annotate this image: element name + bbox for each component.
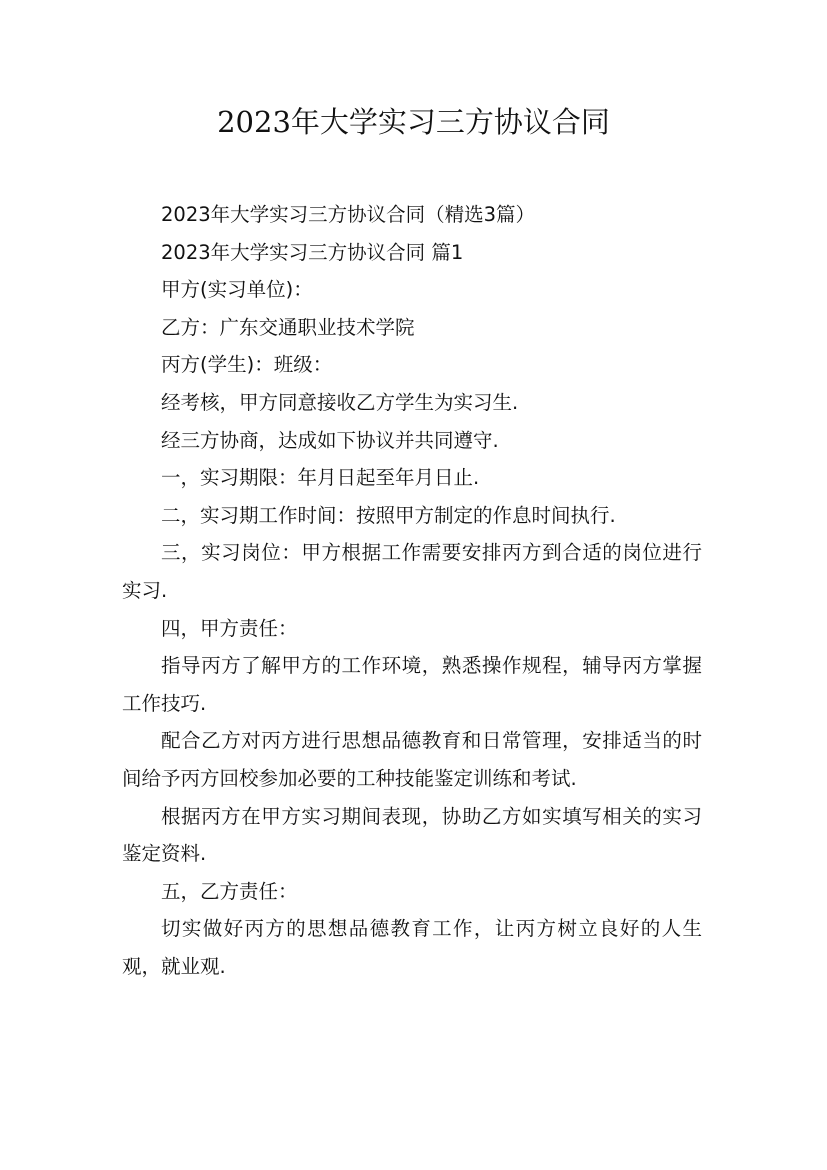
paragraph-clause-1: 一，实习期限：年月日起至年月日止. bbox=[161, 466, 480, 490]
paragraph-clause-2: 二，实习期工作时间：按照甲方制定的作息时间执行. bbox=[161, 503, 616, 527]
paragraph-clause-3: 三，实习岗位：甲方根据工作需要安排丙方到合适的岗位进行实习. bbox=[122, 541, 702, 602]
paragraph-agreement: 经三方协商，达成如下协议并共同遵守. bbox=[161, 428, 499, 452]
paragraph-section-heading: 2023年大学实习三方协议合同 篇1 bbox=[161, 240, 464, 264]
paragraph-clause-4-item-3: 根据丙方在甲方实习期间表现，协助乙方如实填写相关的实习鉴定资料. bbox=[122, 804, 702, 866]
paragraph-clause-5-heading: 五，乙方责任： bbox=[161, 879, 298, 903]
paragraph-assessment: 经考核，甲方同意接收乙方学生为实习生. bbox=[161, 390, 519, 414]
document-body bbox=[122, 196, 702, 985]
document-title: 2023年大学实习三方协议合同 bbox=[217, 105, 610, 139]
paragraph-party-a: 甲方(实习单位)： bbox=[161, 278, 313, 302]
paragraph-party-b: 乙方：广东交通职业技术学院 bbox=[161, 315, 415, 339]
paragraph-party-c: 丙方(学生)：班级： bbox=[161, 353, 333, 377]
paragraph-subtitle: 2023年大学实习三方协议合同（精选3篇） bbox=[161, 203, 536, 226]
paragraph-clause-5-item-1: 切实做好丙方的思想品德教育工作，让丙方树立良好的人生观，就业观. bbox=[122, 917, 702, 978]
paragraph-clause-4-heading: 四，甲方责任： bbox=[161, 616, 298, 640]
paragraph-clause-4-item-1: 指导丙方了解甲方的工作环境，熟悉操作规程，辅导丙方掌握工作技巧. bbox=[122, 654, 702, 715]
paragraph-clause-4-item-2: 配合乙方对丙方进行思想品德教育和日常管理，安排适当的时间给予丙方回校参加必要的工种技能鉴定训练和考试. bbox=[122, 729, 702, 790]
